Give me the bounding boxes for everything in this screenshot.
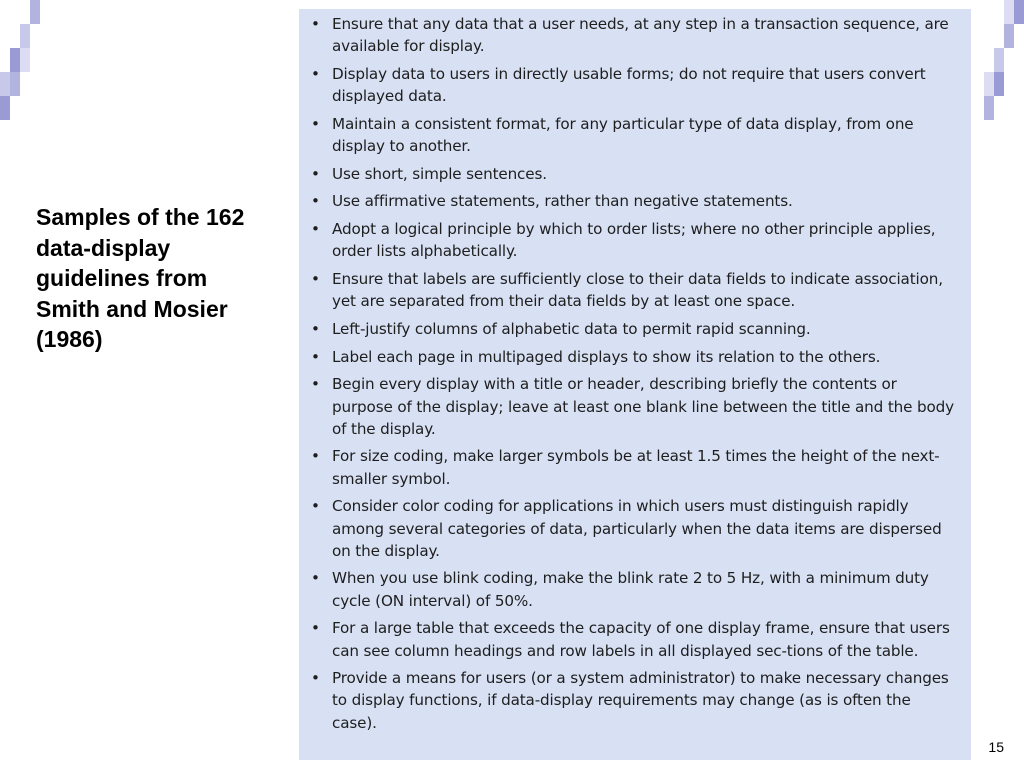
bullet-icon: • — [311, 669, 320, 688]
bullet-icon: • — [311, 220, 320, 239]
list-item: • Begin every display with a title or header, describing briefly the contents or purpose of the display; leave at least one blank line between the title and the body of the display. — [311, 375, 954, 438]
bullet-icon: • — [311, 15, 320, 33]
list-item: • Ensure that any data that a user needs, at any step in a transaction sequence, are available for display. — [311, 15, 949, 56]
list-item: • Consider color coding for applications in which users must distinguish rapidly among several categories of data, particularly when the data items are dispersed on the display. — [311, 497, 942, 560]
bullet-icon: • — [311, 569, 320, 588]
list-item: • Maintain a consistent format, for any particular type of data display, from one display to another. — [311, 114, 914, 156]
slide-title: Samples of the 162 data-display guidelines from Smith and Mosier (1986) — [36, 204, 245, 352]
list-item: • Display data to users in directly usable forms; do not require that users convert displayed data. — [311, 64, 926, 106]
list-item: • For size coding, make larger symbols be at least 1.5 times the height of the next-smaller symbol. — [311, 447, 940, 488]
list-item: • Use affirmative statements, rather than negative statements. — [309, 190, 959, 212]
list-item: • Provide a means for users (or a system administrator) to make necessary changes to display functions, if data-display requirements may change (as is often the case). — [311, 669, 949, 732]
bullet-icon: • — [311, 375, 320, 394]
list-item: • When you use blink coding, make the blink rate 2 to 5 Hz, with a minimum duty cycle (ON interval) of 50%. — [311, 569, 929, 610]
bullet-icon: • — [311, 497, 320, 516]
corner-decoration-left — [0, 0, 40, 122]
guidelines-list — [309, 13, 959, 734]
bullet-icon: • — [311, 447, 320, 466]
list-item: • Adopt a logical principle by which to order lists; where no other principle applies, order lists alphabetically. — [311, 220, 936, 261]
list-item: • Ensure that labels are sufficiently close to their data fields to indicate association, yet are separated from their data fields by at least one space. — [311, 270, 943, 311]
list-item: • For a large table that exceeds the capacity of one display frame, ensure that users can see column headings and row labels in all displayed sec-tions of the table. — [311, 619, 950, 660]
bullet-icon: • — [311, 64, 320, 83]
list-item: • Left-justify columns of alphabetic data to permit rapid scanning. — [309, 318, 959, 340]
page-number: 15 — [988, 739, 1004, 755]
bullet-icon: • — [311, 114, 320, 133]
bullet-icon: • — [311, 270, 320, 289]
list-item: • Label each page in multipaged displays to show its relation to the others. — [309, 346, 959, 368]
bullet-icon: • — [311, 164, 320, 183]
bullet-icon: • — [311, 319, 320, 338]
bullet-icon: • — [311, 192, 320, 211]
corner-decoration-right — [984, 0, 1024, 122]
bullet-icon: • — [311, 619, 320, 638]
list-item: • Use short, simple sentences. — [309, 163, 959, 185]
bullet-icon: • — [311, 347, 320, 366]
guidelines-panel — [299, 9, 971, 760]
